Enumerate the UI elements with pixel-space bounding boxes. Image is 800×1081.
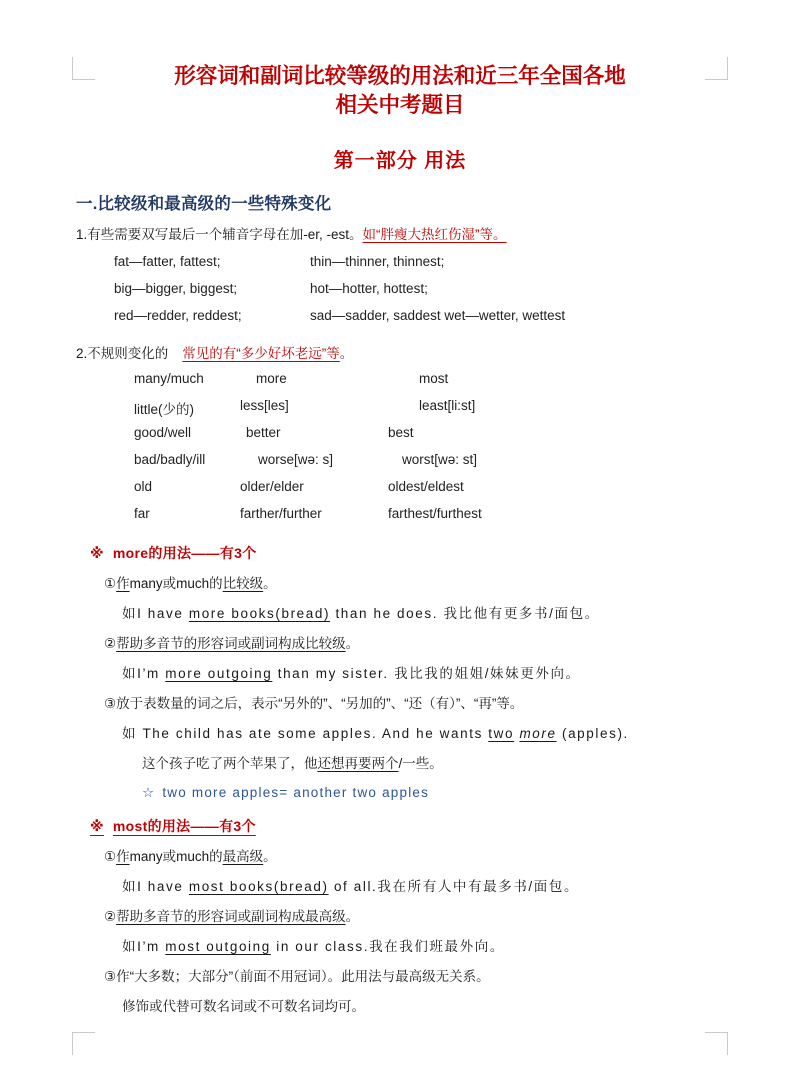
most-item-3	[104, 967, 724, 986]
document-title	[76, 62, 724, 120]
more-star-note-text: two more apples= another two apples	[162, 785, 430, 800]
example-translation: 我在我们班最外向。	[369, 939, 505, 954]
example-en: I’m	[137, 939, 166, 954]
example-prefix: 如	[122, 726, 143, 741]
part-title: 第一部分 用法	[333, 150, 467, 172]
example-underlined: most outgoing	[165, 939, 271, 954]
most-usage-heading	[90, 816, 256, 836]
cell-superlative: most	[419, 371, 449, 386]
cell-superlative: oldest/eldest	[388, 479, 464, 494]
cell-col1: red—redder, reddest;	[114, 308, 242, 323]
more-item-3-text: 放于表数量的词之后，表示“另外的”、“另加的”、“还（有）”、“再”等。	[116, 696, 524, 711]
example-en: The child has ate some apples. And he wants	[142, 726, 489, 741]
reference-mark-icon: ※	[90, 545, 104, 561]
more-item-2-text1: 帮助多音节的形容词或副词构成	[116, 636, 306, 651]
more-item-2	[104, 634, 724, 653]
more-item-3-translation	[142, 754, 724, 773]
cell-comparative: worse[wə: s]	[258, 452, 334, 467]
rule-1-text: 1.有些需要双写最后一个辅音字母在加-er, -est。	[76, 227, 363, 242]
more-item-2-tail: 。	[345, 636, 360, 651]
cell-base: good/well	[134, 425, 192, 440]
table-row	[114, 281, 724, 308]
cell-comparative: farther/further	[240, 506, 322, 521]
cell-superlative: best	[388, 425, 414, 440]
cell-superlative: worst[wə: st]	[402, 452, 478, 467]
cell-superlative: least[li:st]	[419, 398, 476, 413]
most-item-2-text1: 帮助多音节的形容词或副词	[116, 909, 279, 924]
table-row	[134, 425, 724, 452]
more-item-1-tail: 。	[263, 576, 277, 591]
more-usage-heading	[90, 543, 257, 563]
cell-col1: big—bigger, biggest;	[114, 281, 238, 296]
example-rest: than my sister.	[272, 666, 395, 681]
more-item-1	[104, 574, 724, 593]
example-rest: in our class.	[270, 939, 370, 954]
rule-1-line	[76, 225, 724, 244]
more-usage-heading-text: more的用法——有3个	[112, 545, 257, 561]
table-row	[114, 254, 724, 281]
translation-underlined: 还想再要两个	[317, 756, 399, 771]
more-item-3-example	[122, 724, 724, 743]
rule-2-text: 2.不规则变化的	[76, 346, 169, 361]
cell-col2: sad—sadder, saddest wet—wetter, wettest	[310, 308, 566, 323]
cell-superlative: farthest/furthest	[388, 506, 482, 521]
table-row	[134, 371, 724, 398]
more-item-3	[104, 694, 724, 713]
more-item-1-label: ①	[104, 576, 117, 591]
most-item-2-tail: 。	[345, 909, 360, 924]
rule-1-highlight: 如“胖瘦大热红伤湿”等。	[362, 227, 507, 242]
most-item-1	[104, 847, 724, 866]
example-prefix: 如	[122, 606, 138, 621]
example-prefix: 如	[122, 879, 138, 894]
example-translation: 我比我的姐姐/妹妹更外向。	[394, 666, 581, 681]
translation-pre: 这个孩子吃了两个苹果了，他	[142, 756, 318, 771]
example-prefix: 如	[122, 666, 138, 681]
example-underlined-2: more	[519, 726, 557, 741]
more-item-1-mid2: 比较级	[222, 576, 264, 591]
table-row	[134, 398, 724, 425]
example-rest: (apples).	[556, 726, 629, 741]
table-row	[134, 452, 724, 479]
most-item-3-text: 作“大多数；大部分”（前面不用冠词）。此用法与最高级无关系。	[116, 969, 490, 984]
cell-col2: hot—hotter, hottest;	[310, 281, 428, 296]
cell-col1: fat—fatter, fattest;	[114, 254, 221, 269]
reference-mark-icon: ※	[90, 818, 104, 834]
example-underlined: more books(bread)	[188, 606, 331, 621]
example-rest: than he does.	[330, 606, 444, 621]
more-item-2-label: ②	[104, 636, 117, 651]
table-row	[114, 308, 724, 335]
more-item-2-example	[122, 664, 724, 683]
example-underlined: more outgoing	[165, 666, 273, 681]
most-item-2	[104, 907, 724, 926]
more-item-3-label: ③	[104, 696, 117, 711]
table-row	[134, 479, 724, 506]
most-item-2-label: ②	[104, 909, 117, 924]
most-item-2-text2: 构成最高级	[278, 909, 346, 924]
most-item-3-note: 修饰或代替可数名词或不可数名词均可。	[122, 999, 365, 1014]
example-rest: of all.	[328, 879, 378, 894]
most-item-2-example	[122, 937, 724, 956]
translation-post: /一些。	[398, 756, 443, 771]
more-item-1-example	[122, 604, 724, 623]
cell-base: little(少的)	[134, 402, 194, 417]
example-prefix: 如	[122, 939, 138, 954]
document-content	[76, 62, 724, 1016]
example-underlined-1: two	[488, 726, 515, 741]
irregular-comparatives-table	[134, 371, 724, 533]
cell-base: many/much	[134, 371, 204, 386]
example-underlined: most books(bread)	[188, 879, 329, 894]
most-item-3-label: ③	[104, 969, 117, 984]
section-heading-1: 一.比较级和最高级的一些特殊变化	[76, 195, 332, 213]
document-title-line1: 形容词和副词比较等级的用法和近三年全国各地	[174, 64, 626, 88]
cell-comparative: less[les]	[240, 398, 289, 413]
document-title-line2: 相关中考题目	[335, 93, 465, 117]
more-item-1-pre: 作	[116, 576, 130, 591]
cell-comparative: better	[246, 425, 281, 440]
most-usage-block	[76, 801, 724, 1016]
most-item-1-label: ①	[104, 849, 117, 864]
cell-base: old	[134, 479, 153, 494]
example-en: I’m	[137, 666, 166, 681]
more-item-2-text2: 比较级	[305, 636, 346, 651]
cell-comparative: older/elder	[240, 479, 304, 494]
crop-mark-bottom-left	[72, 1032, 95, 1055]
most-item-1-pre: 作	[116, 849, 130, 864]
cell-base: far	[134, 506, 150, 521]
rule-2-highlight: 常见的有“多少好坏老远”等	[182, 346, 340, 361]
example-en: I have	[137, 606, 189, 621]
more-item-1-mid1: many或much的	[129, 576, 223, 591]
most-item-1-example	[122, 877, 724, 896]
rule-2-line	[76, 344, 724, 363]
more-usage-block	[76, 533, 724, 801]
most-item-1-mid-underlined: 最高级	[222, 849, 264, 864]
example-translation: 我比他有更多书/面包。	[443, 606, 600, 621]
table-row	[134, 506, 724, 533]
star-icon: ☆	[142, 785, 156, 800]
rule-2-tail: 。	[339, 346, 354, 361]
most-item-1-mid: many或much的	[129, 849, 223, 864]
cell-col2: thin—thinner, thinnest;	[310, 254, 445, 269]
example-translation: 我在所有人中有最多书/面包。	[377, 879, 580, 894]
doubling-examples-table	[114, 254, 724, 335]
more-star-note	[142, 785, 724, 801]
cell-base: bad/badly/ill	[134, 452, 206, 467]
most-item-1-tail: 。	[263, 849, 277, 864]
crop-mark-bottom-right	[705, 1032, 728, 1055]
cell-comparative: more	[256, 371, 287, 386]
example-en: I have	[137, 879, 189, 894]
most-usage-heading-text: most的用法——有3个	[112, 818, 256, 834]
